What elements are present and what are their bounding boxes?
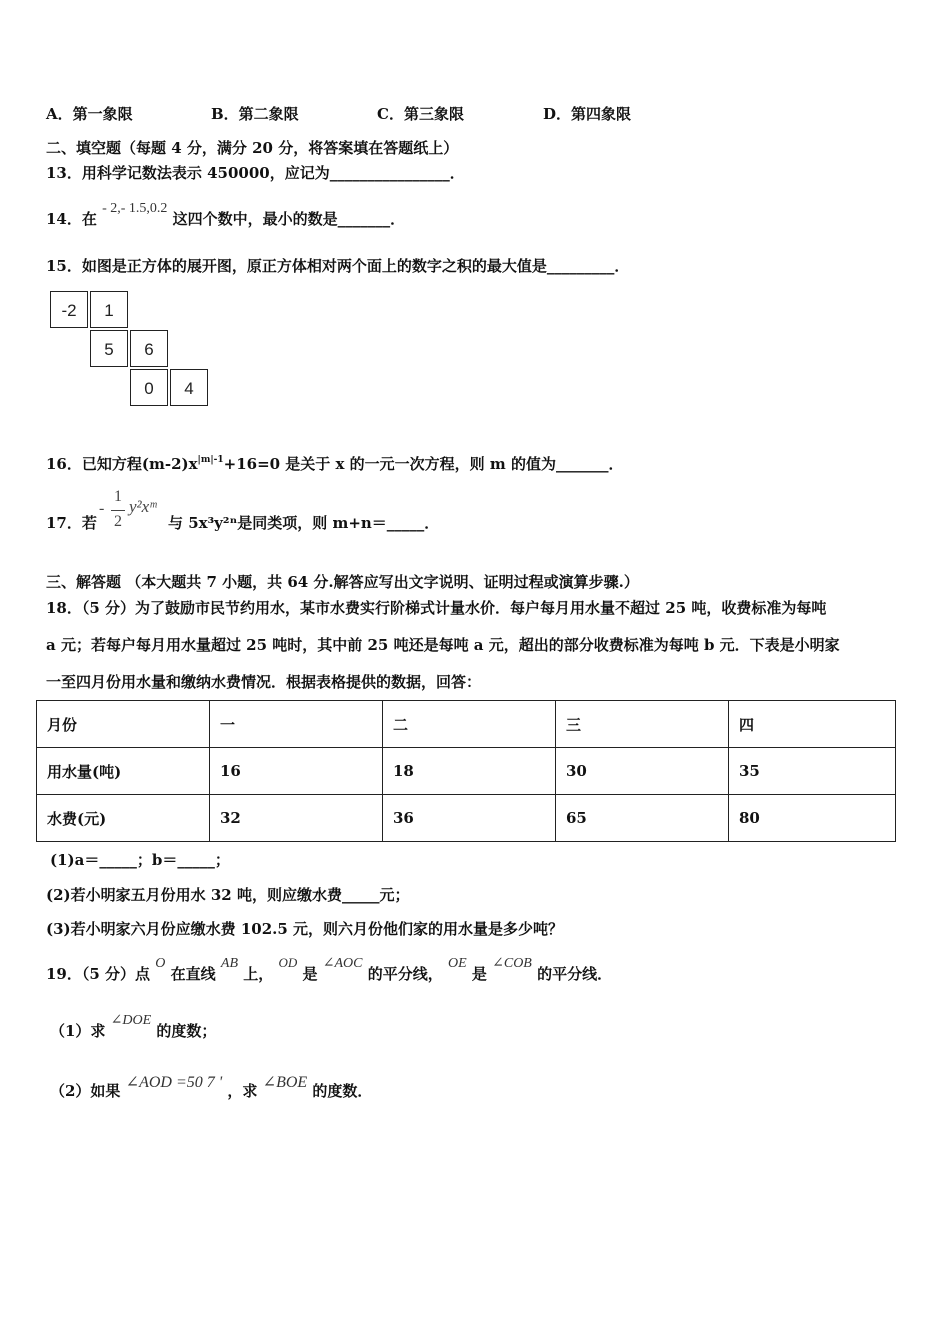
q19-sub-2 (50, 1074, 373, 1101)
q19-sub-2-tail: 的度数． (312, 1082, 373, 1100)
water-fee-table (36, 700, 896, 842)
q19-text: 是 (471, 965, 487, 983)
q19-text: 19．（5 分）点 (46, 965, 151, 983)
q14-prefix: 14．在 (46, 210, 97, 228)
table-cell: 四 (729, 701, 896, 748)
question-13: 13．用科学记数法表示 450000，应记为________________． (46, 164, 465, 182)
q19-text: 的平分线， (367, 965, 443, 983)
q19-ray-od: OD (278, 955, 298, 970)
table-row (37, 795, 896, 842)
q19-sub-1-tail: 的度数； (156, 1022, 217, 1040)
q16-exponent: |m|-1 (197, 455, 224, 465)
q19-angle-aoc: ∠AOC (322, 956, 363, 971)
q16-post: +16=0 是关于 x 的一元一次方程，则 m 的值为_______． (223, 455, 624, 473)
table-cell: 月份 (37, 701, 210, 748)
table-row (37, 748, 896, 795)
option-d: D．第四象限 (543, 105, 632, 123)
q19-angle-boe: ∠BOE (262, 1074, 308, 1091)
table-cell: 35 (729, 748, 896, 795)
table-cell: 18 (383, 748, 556, 795)
q17-term: y²xᵐ (129, 497, 157, 516)
q17-denominator: 2 (114, 513, 122, 530)
question-18-line-3: 一至四月份用水量和缴纳水费情况．根据表格提供的数据，回答： (46, 673, 482, 691)
q19-sub-1 (50, 1013, 217, 1041)
question-17-rest: 与 5x³y²ⁿ是同类项，则 m+n＝_____． (168, 514, 440, 532)
question-18-line-2: a 元；若每户每月用水量超过 25 吨时，其中前 25 吨还是每吨 a 元，超出的部分收费标准为每吨 b 元．下表是小明家 (46, 636, 840, 654)
q14-numbers: - 2,- 1.5,0.2 (102, 201, 168, 216)
q19-point-o: O (155, 956, 166, 971)
q19-angle-aod: ∠AOD =50 7 ' (125, 1074, 223, 1091)
q19-sub-2-label: （2）如果 (50, 1082, 121, 1100)
q17-numerator: 1 (114, 488, 122, 505)
q18-sub-3: (3)若小明家六月份应缴水费 102.5 元，则六月份他们家的用水量是多少吨？ (46, 920, 564, 938)
q19-sub-1-label: （1）求 (50, 1022, 106, 1040)
question-19 (46, 955, 613, 984)
q19-ray-oe: OE (447, 956, 467, 971)
q18-sub-1: (1)a＝_____；b＝_____； (50, 851, 230, 869)
table-cell: 用水量(吨) (37, 748, 210, 795)
net-cell: 5 (90, 330, 128, 367)
table-header-row (37, 701, 896, 748)
q19-text: 是 (302, 965, 318, 983)
q19-text: 的平分线． (537, 965, 613, 983)
question-18-line-1: 18．（5 分）为了鼓励市民节约用水，某市水费实行阶梯式计量水价．每户每月用水量不超过 25 吨，收费标准为每吨 (46, 599, 827, 617)
table-cell: 水费(元) (37, 795, 210, 842)
table-cell: 30 (556, 748, 729, 795)
table-cell: 三 (556, 701, 729, 748)
fraction-bar (111, 510, 125, 511)
question-16 (46, 453, 624, 474)
table-cell: 一 (210, 701, 383, 748)
q19-text: 上， (243, 965, 274, 983)
table-cell: 36 (383, 795, 556, 842)
section-3-heading: 三、解答题 （本大题共 7 小题，共 64 分.解答应写出文字说明、证明过程或演算步骤.） (46, 573, 639, 591)
option-a: A．第一象限 (46, 105, 133, 123)
q19-angle-cob: ∠COB (492, 956, 532, 971)
q19-text: 在直线 (170, 965, 216, 983)
option-b: B．第二象限 (211, 105, 299, 123)
table-cell: 80 (729, 795, 896, 842)
q19-sub-2-mid: ，求 (227, 1082, 258, 1100)
table-cell: 二 (383, 701, 556, 748)
q19-line-ab: AB (220, 956, 238, 971)
net-cell: 1 (90, 291, 128, 328)
net-cell: 0 (130, 369, 168, 406)
net-cell: 4 (170, 369, 208, 406)
question-17-prefix: 17．若 (46, 514, 97, 532)
option-c: C．第三象限 (377, 105, 464, 123)
question-14 (46, 201, 406, 229)
table-cell: 16 (210, 748, 383, 795)
table-cell: 65 (556, 795, 729, 842)
q18-sub-2: (2)若小明家五月份用水 32 吨，则应缴水费_____元； (46, 886, 410, 904)
section-2-heading: 二、填空题（每题 4 分，满分 20 分，将答案填在答题纸上） (46, 139, 459, 157)
q17-neg-sign: - (99, 500, 105, 517)
q19-angle-doe: ∠DOE (110, 1013, 152, 1028)
net-cell: -2 (50, 291, 88, 328)
net-cell: 6 (130, 330, 168, 367)
q14-suffix: 这四个数中，最小的数是_______． (172, 210, 406, 228)
table-cell: 32 (210, 795, 383, 842)
q16-pre: 16．已知方程(m-2)x (46, 455, 198, 473)
question-15: 15．如图是正方体的展开图，原正方体相对两个面上的数字之积的最大值是_________． (46, 257, 630, 275)
